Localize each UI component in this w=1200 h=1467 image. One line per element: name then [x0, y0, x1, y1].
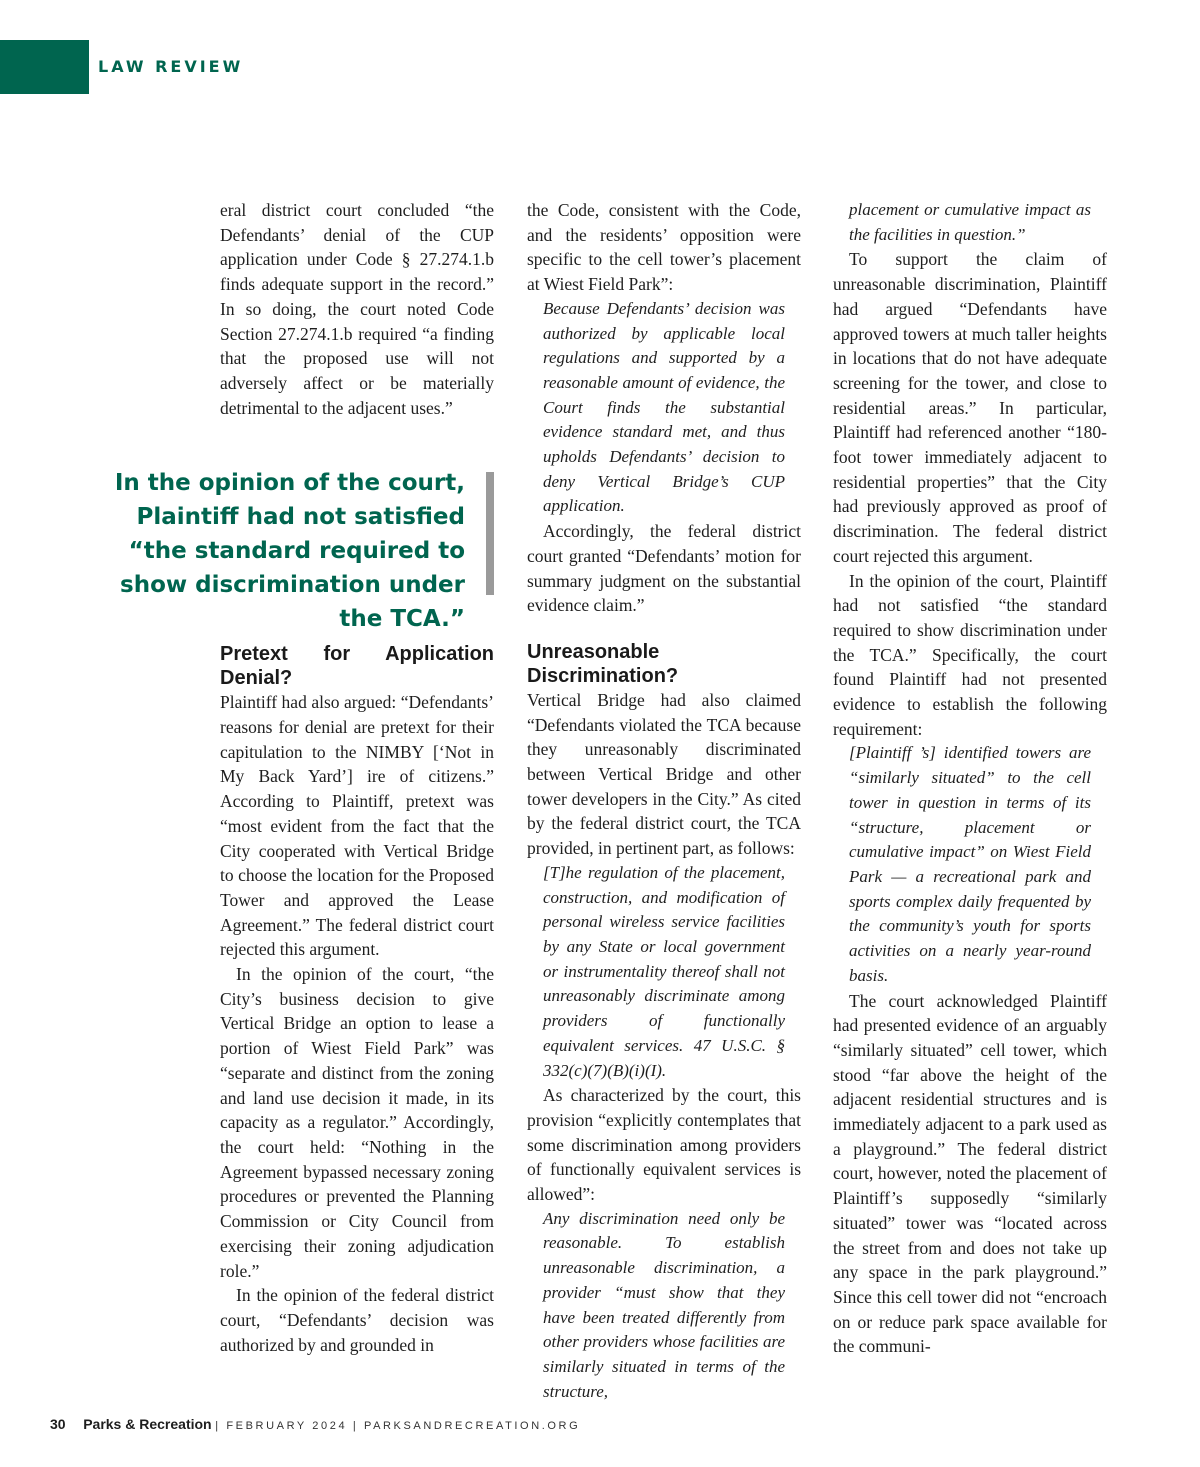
- subheading-pretext: Pretext for Application Denial?: [220, 643, 494, 690]
- block-quote: placement or cumulative impact as the facilities in question.”: [849, 200, 1091, 244]
- paragraph: In the opinion of the federal district court, “Defendants’ decision was authorized by and grounded in: [220, 1285, 494, 1355]
- issue-info: | FEBRUARY 2024 | PARKSANDRECREATION.ORG: [215, 1420, 581, 1432]
- article-column-2: [527, 198, 801, 1404]
- magazine-name: Parks & Recreation: [83, 1416, 212, 1432]
- paragraph: eral district court concluded “the Defendants’ denial of the CUP application under Code § 27.274.1.b finds adequate support in the record.” In so doing, the court noted Code Section 27.274.1.b required “a finding that the proposed use will not adversely affect or be materially detrimental to the adjacent uses.”: [220, 200, 494, 418]
- paragraph: Plaintiff had also argued: “Defendants’ reasons for denial are pretext for their capitulation to the NIMBY [‘Not in My Back Yard’] ire of citizens.” According to Plaintiff, pretext was “most evident from the fact that the City cooperated with Vertical Bridge to choose the location for the Proposed Tower and approved the Lease Agreement.” The federal district court rejected this argument.: [220, 692, 494, 960]
- section-color-tab: [0, 40, 89, 94]
- block-quote: Any discrimination need only be reasonable. To establish unreasonable discrimination, a provider “must show that they have been treated differently from other providers whose facilities are similarly situated in terms of the structure,: [543, 1208, 785, 1401]
- paragraph: the Code, consistent with the Code, and the residents’ opposition were specific to the cell tower’s placement at Wiest Field Park”:: [527, 200, 801, 295]
- block-quote: [Plaintiff ’s] identified towers are “similarly situated” to the cell tower in question in terms of its “structure, placement or cumulative impact” on Wiest Field Park — a recreational park and sports complex daily frequented by the community’s youth for sports activities on a nearly year-round basis.: [849, 743, 1091, 985]
- subheading-discrimination: Unreasonable Discrimination?: [527, 640, 679, 687]
- paragraph: Vertical Bridge had also claimed “Defendants violated the TCA because they unreasonably discriminated between Vertical Bridge and other tower developers in the City.” As cited by the federal district court, the TCA provided, in pertinent part, as follows:: [527, 689, 801, 859]
- block-quote: Because Defendants’ decision was authorized by applicable local regulations and supported by a reasonable amount of evidence, the Court finds the substantial evidence standard met, and thus upholds Defendants’ decision to deny Vertical Bridge’s CUP application.: [543, 298, 785, 516]
- pull-quote-bar: [486, 472, 494, 595]
- article-column-3: [833, 198, 1107, 1359]
- paragraph: In the opinion of the court, “the City’s business decision to give Vertical Bridge an option to lease a portion of Wiest Field Park” was “separate and distinct from the zoning and land use decision it made, in its capacity as a regulator.” Accordingly, the court held: “Nothing in the Agreement bypassed necessary zoning procedures or prevented the Planning Commission or City Council from exercising their zoning adjudication role.”: [220, 964, 494, 1281]
- paragraph: Accordingly, the federal district court granted “Defendants’ motion for summary judgment on the substantial evidence claim.”: [527, 521, 801, 616]
- paragraph: To support the claim of unreasonable discrimination, Plaintiff had argued “Defendants have approved towers at much taller heights in locations that do not have adequate screening for the tower, and close to residential areas.” In particular, Plaintiff had referenced another “180-foot tower immediately adjacent to residential properties” that the City had previously approved as proof of discrimination. The federal district court rejected this argument.: [833, 249, 1107, 566]
- page-footer: [50, 1416, 580, 1432]
- block-quote: [T]he regulation of the placement, construction, and modification of personal wireless service facilities by any State or local government or instrumentality thereof shall not unreasonably discriminate among providers of functionally equivalent services. 47 U.S.C. § 332(c)(7)(B)(i)(I).: [543, 862, 785, 1080]
- section-label: LAW REVIEW: [98, 57, 244, 76]
- page-number: 30: [50, 1416, 66, 1432]
- paragraph: The court acknowledged Plaintiff had presented evidence of an arguably “similarly situated” cell tower, which stood “far above the height of the adjacent residential structures and is immediately adjacent to a park used as a playground.” The federal district court, however, noted the placement of Plaintiff’s supposedly “similarly situated” tower was “located across the street from and does not take up any space in the park playground.” Since this cell tower did not “encroach on or reduce park space available for the communi-: [833, 990, 1107, 1357]
- spacer: [527, 618, 801, 640]
- pull-quote: In the opinion of the court, Plaintiff had not satisfied “the standard required to show discrimination under the TCA.”: [114, 470, 465, 632]
- paragraph: As characterized by the court, this provision “explicitly contemplates that some discrimination among providers of functionally equivalent services is allowed”:: [527, 1085, 801, 1205]
- paragraph: In the opinion of the court, Plaintiff had not satisfied “the standard required to show discrimination under the TCA.” Specifically, the court found Plaintiff had not presented evidence to establish the following requirement:: [833, 570, 1107, 739]
- article-column-1: [220, 198, 494, 1357]
